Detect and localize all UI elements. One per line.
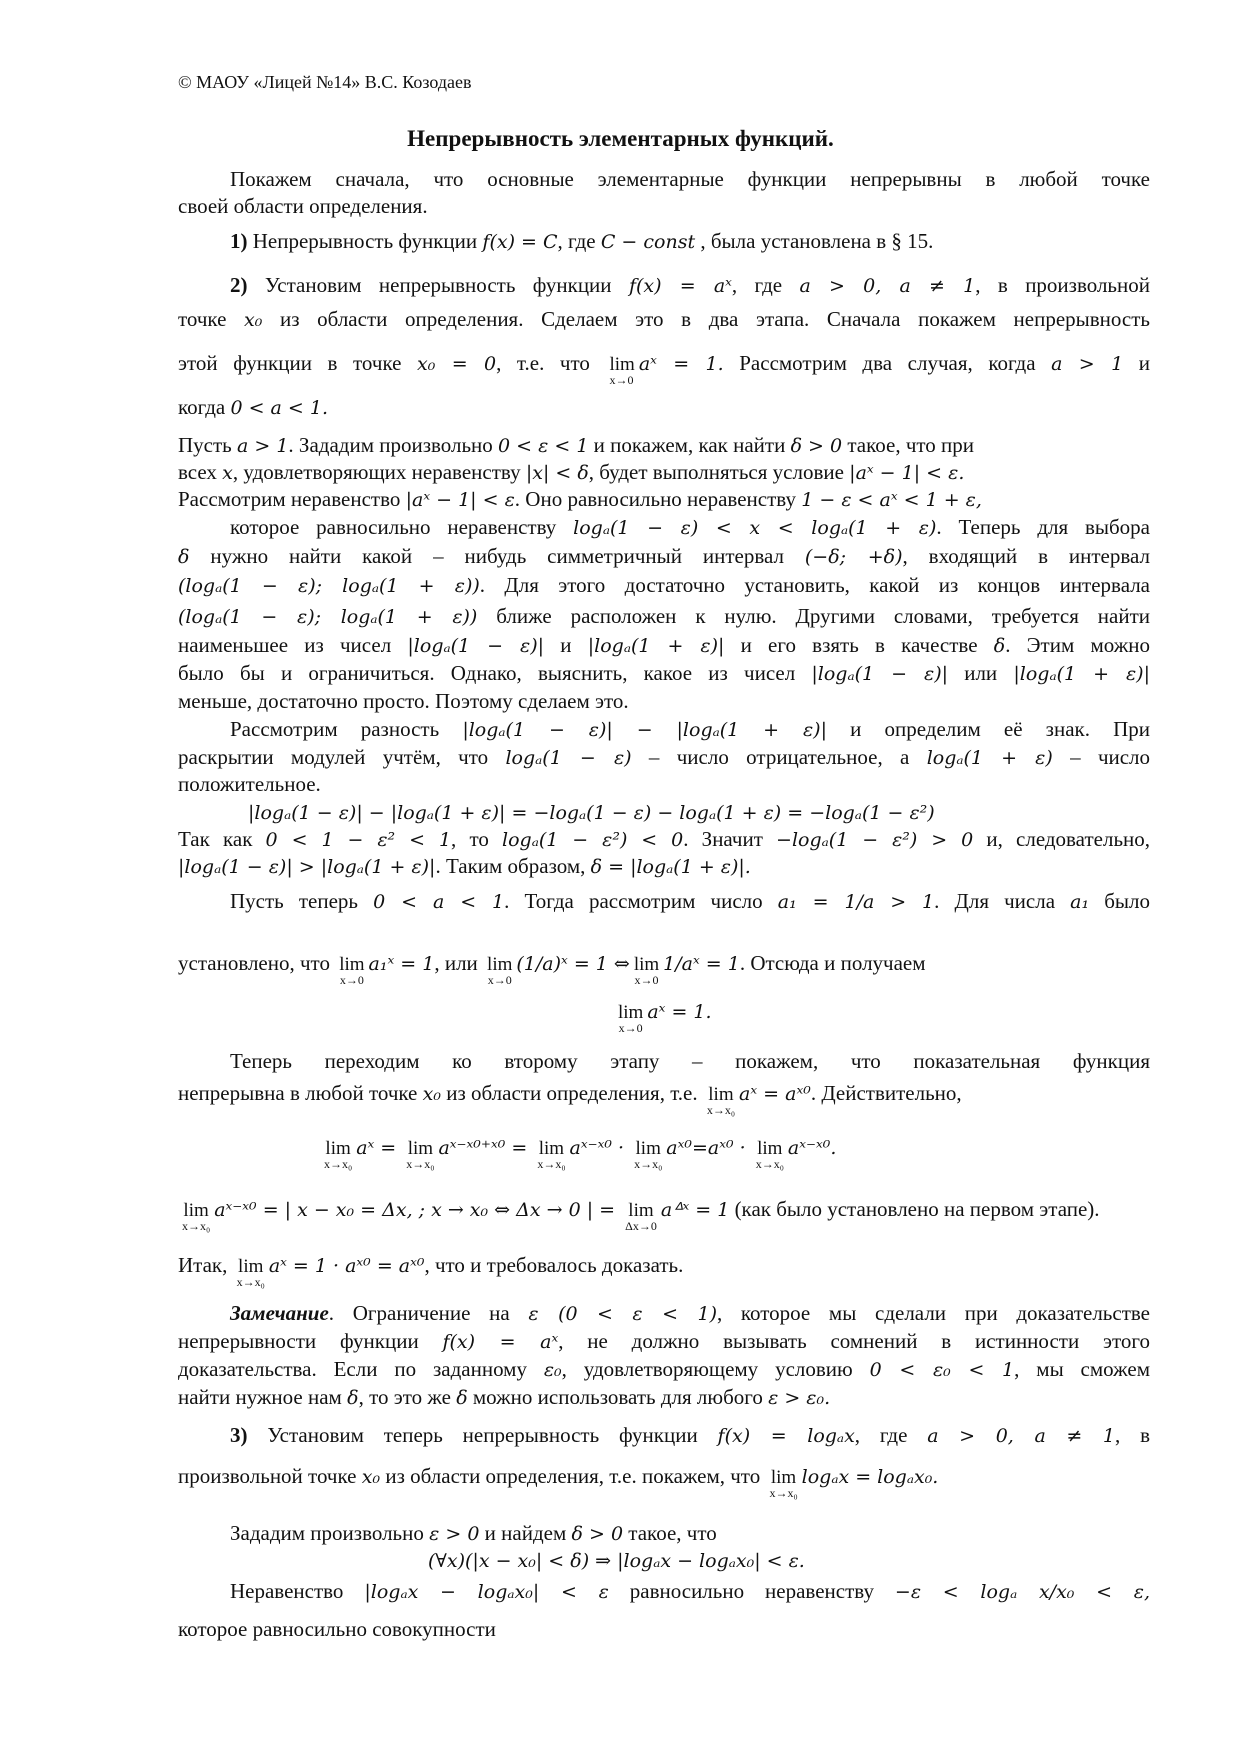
text-run: – число <box>1052 745 1151 769</box>
text-run: такое, что <box>623 1521 717 1545</box>
text-line <box>230 1520 717 1547</box>
text-run: , в <box>1115 1423 1150 1447</box>
math-expression: logₐ(1 − ε²) < 0 <box>502 829 684 851</box>
math-expression: aᐞˣ = 1 <box>660 1199 730 1221</box>
math-expression: x₀ <box>422 1083 441 1105</box>
math-expression: |logₐ(1 + ε)| <box>1013 663 1150 685</box>
math-expression: δ = |logₐ(1 + ε)|. <box>590 856 751 878</box>
lim-subscript: x→x₀ <box>406 1157 435 1171</box>
math-expression: a₁ <box>1070 891 1090 913</box>
text-line <box>230 514 1150 541</box>
math-expression: ε (0 < ε < 1) <box>528 1303 717 1325</box>
text-run: , которое мы сделали при доказательстве <box>716 1301 1150 1325</box>
text-run: , или <box>434 951 484 975</box>
limit-operator <box>182 1202 210 1233</box>
math-expression: x₀ <box>244 309 263 331</box>
text-run: из области определения. Сделаем это в два этапа. Сначала покажем непрерывность <box>262 307 1150 331</box>
math-expression: −ε < logₐ x/x₀ < ε, <box>894 1581 1151 1603</box>
text-run: и <box>544 633 588 657</box>
text-run: ближе расположен к нулю. Другими словами, требуется найти <box>477 604 1151 628</box>
text-line <box>178 1356 1150 1383</box>
text-run: . Значит <box>683 827 777 851</box>
text-run: доказательства. Если по заданному <box>178 1357 544 1381</box>
text-run: непрерывна в любой точке <box>178 1081 423 1105</box>
math-expression: |logₐ(1 − ε)| <box>407 635 545 657</box>
text-line <box>178 193 428 219</box>
text-run: и покажем, как найти <box>588 433 791 457</box>
text-run: Пусть <box>178 433 237 457</box>
text-run: и определим её знак. При <box>827 717 1150 741</box>
math-expression: logₐ(1 − ε) <box>505 747 632 769</box>
text-line <box>178 394 328 421</box>
limit-operator <box>324 1140 352 1171</box>
math-expression: aˣ = 1 · aˣ⁰ = aˣ⁰ <box>268 1255 425 1277</box>
text-run: Итак, <box>178 1253 233 1277</box>
text-line <box>230 228 933 255</box>
math-expression: δ <box>456 1387 468 1409</box>
limit-operator <box>339 956 364 987</box>
text-run: своей области определения. <box>178 194 428 218</box>
text-run: . Тогда рассмотрим число <box>504 889 778 913</box>
math-expression: x₀ = 0 <box>417 353 497 375</box>
lim-subscript: x→x₀ <box>236 1275 265 1289</box>
text-run: . Отсюда и получаем <box>739 951 926 975</box>
text-line <box>248 799 935 826</box>
math-expression: (−δ; +δ) <box>804 546 903 568</box>
remark-label: Замечание <box>230 1301 329 1325</box>
text-run: Покажем сначала, что основные элементарные функции непрерывны в любой точке <box>230 167 1150 191</box>
item-number: 2) <box>230 273 265 297</box>
text-run: было бы и ограничиться. Однако, выяснить, какое из чисел <box>178 661 812 685</box>
text-run: всех <box>178 460 223 484</box>
copyright-header: © МАОУ «Лицей №14» В.С. Козодаев <box>178 72 472 92</box>
text-run: . Этим можно <box>1005 633 1150 657</box>
lim-word: lim <box>635 1138 661 1159</box>
text-run: , что и требовалось доказать. <box>424 1253 684 1277</box>
text-run: равносильно неравенству <box>608 1579 895 1603</box>
text-run: , удовлетворяющих неравенству <box>232 460 526 484</box>
text-line <box>178 1196 1100 1233</box>
math-expression: a₁ = 1/a > 1 <box>777 891 935 913</box>
lim-subscript: x→x₀ <box>769 1486 798 1500</box>
text-line <box>178 1080 962 1117</box>
text-run: наименьшее из чисел <box>178 633 408 657</box>
text-line <box>178 771 321 797</box>
text-run: – число отрицательное, а <box>631 745 927 769</box>
math-expression: aˣ⁰=aˣ⁰ · <box>666 1137 752 1159</box>
math-expression: a₁ˣ = 1 <box>368 953 435 975</box>
math-expression: 0 < a < 1. <box>230 397 329 419</box>
text-run: , где <box>731 273 800 297</box>
math-expression: f(x) = logₐx <box>717 1425 855 1447</box>
text-run: , удовлетворяющему условию <box>561 1357 870 1381</box>
text-line <box>178 603 1150 630</box>
text-run: Пусть теперь <box>230 889 374 913</box>
text-line <box>230 888 1150 915</box>
lim-subscript: x→0 <box>609 373 634 387</box>
text-line <box>178 632 1150 659</box>
text-run: Неравенство <box>230 1579 365 1603</box>
math-expression: aˣ⁻ˣ⁰. <box>787 1137 837 1159</box>
math-expression: x <box>222 462 233 484</box>
text-run: раскрытии модулей учтём, что <box>178 745 506 769</box>
math-expression: δ <box>347 1387 359 1409</box>
text-run: , в произвольной <box>975 273 1150 297</box>
limit-operator <box>756 1140 784 1171</box>
math-expression: a > 1 <box>237 435 289 457</box>
lim-subscript: Δx→0 <box>625 1219 657 1233</box>
text-run: и <box>1123 351 1151 375</box>
text-run: , т.е. что <box>496 351 606 375</box>
text-line <box>178 1616 496 1642</box>
text-run: меньше, достаточно просто. Поэтому сделаем это. <box>178 689 629 713</box>
item-number: 3) <box>230 1423 268 1447</box>
text-line <box>178 1384 830 1411</box>
text-run: и найдем <box>479 1521 572 1545</box>
text-line <box>230 1300 1150 1327</box>
text-run: . Оно равносильно неравенству <box>514 487 802 511</box>
text-line <box>178 744 1150 771</box>
math-expression: |logₐ(1 − ε)| − |logₐ(1 + ε)| = −logₐ(1 − ε) − logₐ(1 + ε) = −logₐ(1 − ε²) <box>248 802 935 824</box>
text-run: можно использовать для любого <box>467 1385 769 1409</box>
text-run: которое равносильно неравенству <box>230 515 574 539</box>
lim-word: lim <box>325 1138 351 1159</box>
limit-operator <box>537 1140 565 1171</box>
math-expression: aˣ⁻ˣ⁰⁺ˣ⁰ = <box>438 1137 534 1159</box>
text-run: . Действительно, <box>810 1081 962 1105</box>
text-run: такое, что при <box>842 433 975 457</box>
text-run: , где <box>854 1423 928 1447</box>
math-expression: −logₐ(1 − ε²) > 0 <box>776 829 974 851</box>
text-run: , входящий в интервал <box>902 544 1150 568</box>
limit-operator <box>406 1140 434 1171</box>
math-expression: aˣ = 1. <box>647 1001 712 1023</box>
text-line <box>230 1422 1150 1449</box>
text-line <box>428 1547 805 1574</box>
lim-word: lim <box>628 1200 654 1221</box>
math-expression: 0 < ε < 1 <box>498 435 589 457</box>
text-run: . Зададим произвольно <box>288 433 499 457</box>
math-expression: ε₀ <box>543 1359 562 1381</box>
math-expression: 0 < a < 1 <box>373 891 505 913</box>
item-number: 1) <box>230 229 253 253</box>
text-run: Рассмотрим неравенство <box>178 487 406 511</box>
text-run: или <box>948 661 1014 685</box>
text-run: Так как <box>178 827 266 851</box>
lim-word: lim <box>538 1138 565 1159</box>
text-run: , то <box>451 827 503 851</box>
text-run: , будет выполняться условие <box>588 460 850 484</box>
lim-word: lim <box>618 1002 644 1023</box>
math-expression: (logₐ(1 − ε); logₐ(1 + ε)) <box>178 575 480 597</box>
text-line <box>178 572 1150 599</box>
math-expression: a > 0, a ≠ 1 <box>927 1425 1115 1447</box>
text-line <box>178 950 926 987</box>
math-expression: aˣ = 1. <box>638 353 724 375</box>
text-run: когда <box>178 395 231 419</box>
limit-operator <box>625 1202 657 1233</box>
text-run: Рассмотрим разность <box>230 717 463 741</box>
text-run: , где <box>557 229 601 253</box>
math-expression: logₐ(1 + ε) <box>926 747 1053 769</box>
lim-word: lim <box>238 1256 264 1277</box>
text-run: положительное. <box>178 772 321 796</box>
text-line <box>178 432 974 459</box>
limit-operator <box>707 1086 735 1117</box>
math-expression: logₐ(1 − ε) < x < logₐ(1 + ε) <box>573 517 937 539</box>
text-line <box>178 1328 1150 1355</box>
text-run: Установим непрерывность функции <box>264 273 629 297</box>
math-expression: 1 − ε < aˣ < 1 + ε, <box>801 489 982 511</box>
text-line <box>178 1252 683 1289</box>
math-expression: 0 < ε₀ < 1 <box>869 1359 1015 1381</box>
text-run: нужно найти какой – нибудь симметричный интервал <box>189 544 805 568</box>
lim-subscript: x→0 <box>487 973 512 987</box>
lim-subscript: x→x₀ <box>634 1157 663 1171</box>
math-expression: f(x) = aˣ <box>628 275 732 297</box>
math-expression: a > 1 <box>1051 353 1124 375</box>
text-line <box>230 1048 1150 1074</box>
text-line <box>178 306 1150 333</box>
math-expression: |aˣ − 1| < ε. <box>849 462 965 484</box>
math-expression: |logₐ(1 + ε)| <box>587 635 725 657</box>
math-expression: aˣ⁻ˣ⁰ · <box>569 1137 631 1159</box>
text-line <box>178 826 1150 853</box>
text-line <box>178 459 964 486</box>
math-expression: 1/aˣ = 1 <box>663 953 740 975</box>
math-expression: (logₐ(1 − ε); logₐ(1 + ε)) <box>178 606 478 628</box>
text-run: Зададим произвольно <box>230 1521 430 1545</box>
lim-word: lim <box>757 1138 783 1159</box>
limit-operator <box>769 1469 797 1500</box>
math-expression: aˣ⁻ˣ⁰ = | x − x₀ = Δx, ; x → x₀ ⇔ Δx → 0 | = <box>214 1199 622 1221</box>
text-run: точке <box>178 307 245 331</box>
lim-word: lim <box>407 1138 434 1159</box>
math-expression: δ > 0 <box>571 1523 624 1545</box>
math-expression: |logₐ(1 − ε)| − |logₐ(1 + ε)| <box>462 719 827 741</box>
text-run: Непрерывность функции <box>252 229 483 253</box>
text-run: . Теперь для выбора <box>936 515 1151 539</box>
text-run: Рассмотрим два случая, когда <box>723 351 1052 375</box>
text-run: . Таким образом, <box>435 854 591 878</box>
text-run: , то это же <box>358 1385 457 1409</box>
limit-operator <box>487 956 512 987</box>
math-expression: f(x) = C <box>482 231 558 253</box>
math-expression: aˣ = <box>356 1137 403 1159</box>
text-run: произвольной точке <box>178 1464 362 1488</box>
text-run: найти нужное нам <box>178 1385 348 1409</box>
math-expression: C − const <box>600 231 696 253</box>
math-expression: a > 0, a ≠ 1 <box>799 275 976 297</box>
text-line <box>230 716 1150 743</box>
text-run: было <box>1089 889 1151 913</box>
lim-word: lim <box>339 954 365 975</box>
text-line <box>230 166 1150 192</box>
text-line <box>230 272 1150 299</box>
text-run: и, следовательно, <box>973 827 1151 851</box>
lim-subscript: x→x₀ <box>537 1157 566 1171</box>
lim-word: lim <box>487 954 513 975</box>
lim-word: lim <box>183 1200 209 1221</box>
lim-subscript: x→x₀ <box>755 1157 784 1171</box>
text-line <box>178 543 1150 570</box>
math-expression: (∀x)(|x − x₀| < δ) ⇒ |logₐx − logₐx₀| < ε. <box>428 1550 805 1572</box>
math-expression: (1/a)ˣ = 1 ⇔ <box>516 953 630 975</box>
text-run: которое равносильно совокупности <box>178 1617 496 1641</box>
text-run: из области определения, т.е. покажем, что <box>380 1464 766 1488</box>
math-expression: |logₐ(1 − ε)| <box>811 663 949 685</box>
math-expression: δ <box>993 635 1006 657</box>
limit-operator <box>634 956 659 987</box>
lim-subscript: x→0 <box>618 1021 643 1035</box>
text-run: . Для числа <box>934 889 1071 913</box>
text-line <box>178 1463 938 1500</box>
text-run: и его взять в качестве <box>724 633 994 657</box>
text-run: установлено, что <box>178 951 336 975</box>
math-expression: x₀ <box>361 1466 381 1488</box>
limit-operator <box>237 1258 265 1289</box>
math-expression: |aˣ − 1| < ε <box>405 489 515 511</box>
limit-operator <box>634 1140 662 1171</box>
lim-word: lim <box>609 354 635 375</box>
text-line <box>230 1578 1150 1605</box>
lim-word: lim <box>708 1084 734 1105</box>
limit-operator <box>618 1004 643 1035</box>
lim-subscript: x→x₀ <box>706 1103 736 1117</box>
text-run: этой функции в точке <box>178 351 418 375</box>
math-expression: ε > ε₀. <box>768 1387 831 1409</box>
math-expression: aˣ = aˣ⁰ <box>739 1083 811 1105</box>
math-expression: logₐx = logₐx₀. <box>801 1466 939 1488</box>
math-expression: ε > 0 <box>429 1523 480 1545</box>
text-run: . Ограничение на <box>328 1301 529 1325</box>
text-line <box>614 998 712 1035</box>
limit-operator <box>609 356 634 387</box>
math-expression: |logₐ(1 − ε)| > |logₐ(1 + ε)| <box>178 856 436 878</box>
page-title: Непрерывность элементарных функций. <box>407 126 834 151</box>
math-expression: 0 < 1 − ε² < 1 <box>265 829 452 851</box>
text-run: непрерывности функции <box>178 1329 443 1353</box>
math-expression: f(x) = aˣ <box>442 1331 559 1353</box>
lim-subscript: x→x₀ <box>324 1157 353 1171</box>
text-line <box>178 486 982 513</box>
text-run: (как было установлено на первом этапе). <box>729 1197 1100 1221</box>
math-expression: |x| < δ <box>525 462 589 484</box>
math-expression: δ > 0 <box>790 435 843 457</box>
lim-subscript: x→0 <box>339 973 364 987</box>
lim-subscript: x→0 <box>634 973 659 987</box>
text-run: , мы сможем <box>1014 1357 1150 1381</box>
text-line <box>178 853 751 880</box>
text-run: из области определения, т.е. <box>440 1081 703 1105</box>
text-run: Теперь переходим ко второму этапу – покажем, что показательная функция <box>230 1049 1150 1073</box>
math-expression: δ <box>178 546 190 568</box>
text-line <box>320 1134 836 1171</box>
text-run: Установим теперь непрерывность функции <box>267 1423 718 1447</box>
text-run: , не должно вызывать сомнений в истинности этого <box>558 1329 1150 1353</box>
lim-subscript: x→x₀ <box>182 1219 211 1233</box>
lim-word: lim <box>770 1467 797 1488</box>
text-run: , была установлена в § 15. <box>695 229 934 253</box>
text-line <box>178 660 1150 687</box>
math-expression: |logₐx − logₐx₀| < ε <box>364 1581 609 1603</box>
text-line <box>178 350 1150 387</box>
text-line <box>178 688 629 714</box>
text-run: . Для этого достаточно установить, какой из концов интервала <box>479 573 1150 597</box>
lim-word: lim <box>633 954 660 975</box>
